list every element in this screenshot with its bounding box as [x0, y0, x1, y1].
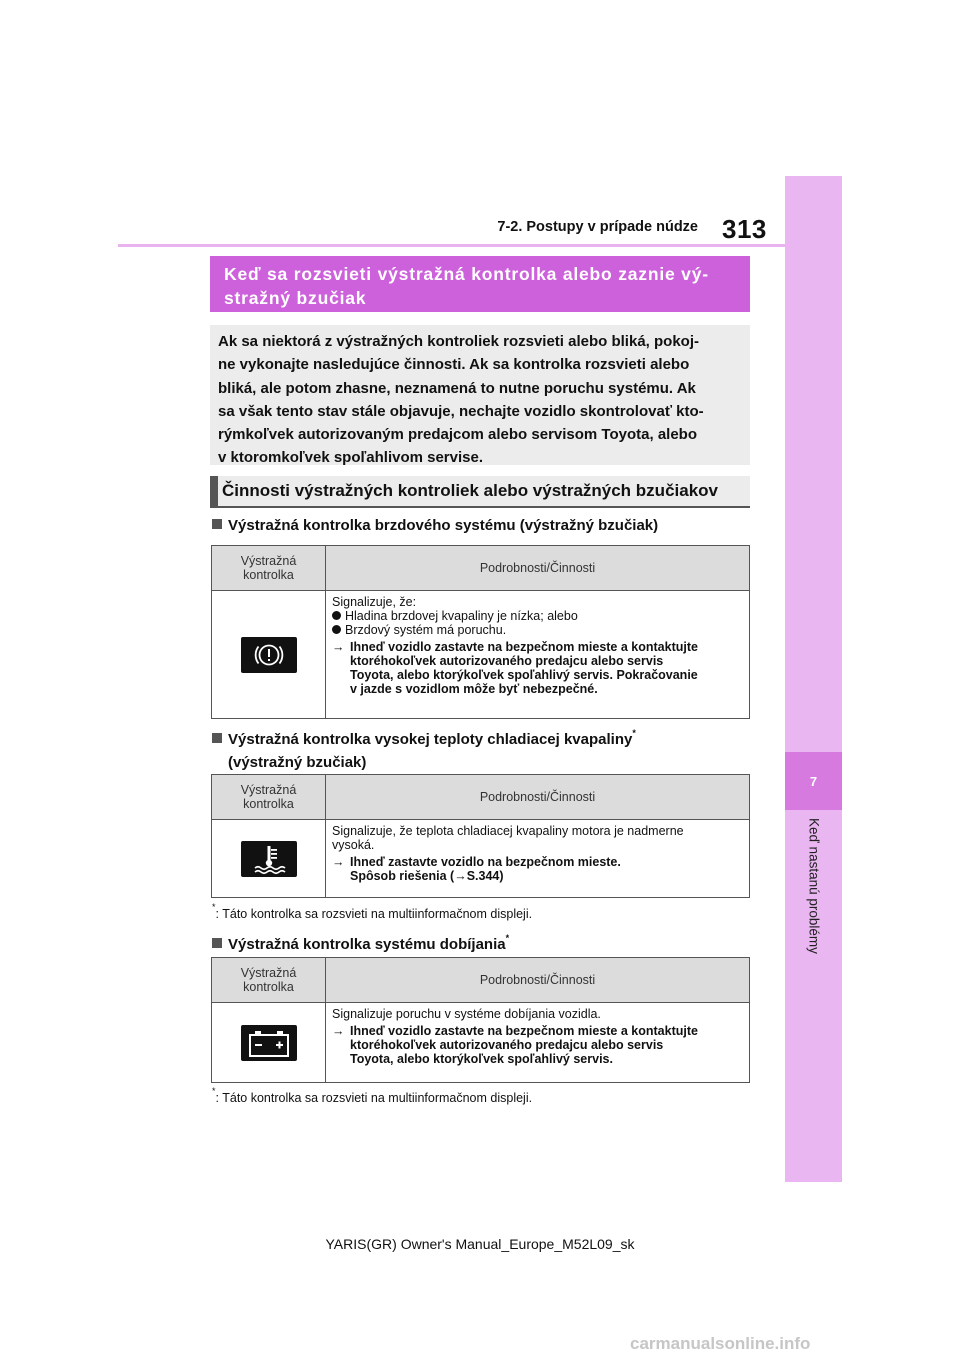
- icon-cell: [212, 820, 326, 898]
- action-text: [332, 1024, 743, 1066]
- header-label: kontrolka: [243, 797, 294, 811]
- table-row: [212, 820, 750, 898]
- header-col-light: [212, 958, 326, 1003]
- heading-text: Výstražná kontrolka vysokej teploty chladiacej kvapaliny: [228, 731, 633, 748]
- details-cell: [326, 820, 750, 898]
- section-heading-charging: [212, 928, 509, 955]
- intro-line: sa však tento stav stále objavuje, nechajte vozidlo skontrolovať kto-: [218, 402, 704, 420]
- arrow-icon: →: [332, 855, 345, 869]
- banner-line-2: stražný bzučiak: [224, 288, 367, 308]
- section-heading-brake: [212, 516, 658, 536]
- intro-line: v ktoromkoľvek spoľahlivom servise.: [218, 449, 484, 467]
- signal-text: Signalizuje, že teplota chladiacej kvapaliny motora je nadmerne vysoká.: [332, 824, 684, 852]
- action-line: Ihneď vozidlo zastavte na bezpečnom mieste a kontaktujte: [350, 1024, 698, 1038]
- page-reference-link[interactable]: S.344): [466, 869, 504, 883]
- warning-table-coolant: [211, 774, 750, 898]
- banner-line-1: Keď sa rozsvieti výstražná kontrolka alebo zaznie vý-: [224, 264, 709, 284]
- header-col-details: Podrobnosti/Činnosti: [326, 775, 750, 820]
- header-label: Výstražná: [240, 554, 297, 568]
- action-text: [332, 855, 743, 883]
- details-cell: [326, 591, 750, 719]
- battery-charge-icon: [241, 1025, 297, 1061]
- chapter-title-text: Keď nastanú problémy: [806, 818, 821, 954]
- footnote-marker: *: [632, 728, 636, 738]
- square-bullet-icon: [212, 938, 222, 948]
- action-line: Spôsob riešenia (: [350, 869, 455, 883]
- warning-table-brake: [211, 545, 750, 719]
- square-bullet-icon: [212, 733, 222, 743]
- coolant-temperature-glyph: [241, 841, 297, 877]
- page-number: 313: [722, 214, 767, 244]
- brake-warning-glyph: [241, 637, 297, 673]
- header-divider: [118, 244, 785, 247]
- square-bullet-icon: [212, 519, 222, 529]
- intro-line: rýmkoľvek autorizovaným predajcom alebo servisom Toyota, alebo: [218, 426, 697, 444]
- intro-line: Ak sa niektorá z výstražných kontroliek rozsvieti alebo bliká, pokoj-: [218, 333, 699, 350]
- header-label: kontrolka: [243, 568, 294, 582]
- table-header-row: [212, 775, 750, 820]
- arrow-icon: →: [332, 1024, 345, 1038]
- header-col-light: [212, 546, 326, 591]
- section-banner: [210, 256, 750, 312]
- action-line: v jazde s vozidlom môže byť nebezpečné.: [350, 682, 598, 696]
- warning-table-charging: [211, 957, 750, 1083]
- footnote-marker: *: [212, 902, 216, 912]
- footnote-marker: *: [505, 933, 510, 943]
- signal-text: Signalizuje, že:: [332, 595, 417, 609]
- arrow-icon: →: [332, 640, 345, 654]
- details-cell: [326, 1003, 750, 1083]
- heading-text: (výstražný bzučiak): [228, 754, 367, 771]
- header-label: Výstražná: [240, 966, 297, 980]
- subheading: Činnosti výstražných kontroliek alebo výstražných bzučiakov: [210, 476, 750, 508]
- heading-text: Výstražná kontrolka systému dobíjania: [228, 936, 506, 953]
- footnote-marker: *: [212, 1086, 216, 1096]
- table-header-row: [212, 546, 750, 591]
- bullet-icon: [332, 611, 341, 620]
- bullet-text: Hladina brzdovej kvapaliny je nízka; alebo: [345, 609, 578, 623]
- header-label: kontrolka: [243, 980, 294, 994]
- battery-glyph: [241, 1025, 297, 1061]
- section-reference: 7-2. Postupy v prípade núdze: [497, 219, 698, 235]
- action-line: Ihneď zastavte vozidlo na bezpečnom mieste.: [350, 855, 621, 869]
- action-line: ktoréhokoľvek autorizovaného predajcu alebo servis: [350, 1038, 664, 1052]
- footnote-text: : Táto kontrolka sa rozsvieti na multiinformačnom displeji.: [215, 907, 533, 921]
- table-row: [212, 1003, 750, 1083]
- list-item: [332, 609, 743, 623]
- coolant-temperature-icon: [241, 841, 297, 877]
- intro-box: [210, 325, 750, 465]
- signal-text: Signalizuje poruchu v systéme dobíjania vozidla.: [332, 1007, 601, 1021]
- action-line: Toyota, alebo ktorýkoľvek spoľahlivý servis. Pokračovanie: [350, 668, 698, 682]
- header-col-light: [212, 775, 326, 820]
- footnote: [212, 1086, 532, 1105]
- chapter-side-tab: [785, 176, 842, 1182]
- header-col-details: Podrobnosti/Činnosti: [326, 958, 750, 1003]
- footnote: [212, 902, 532, 921]
- section-heading-coolant: [212, 722, 636, 774]
- bullet-icon: [332, 625, 341, 634]
- brake-warning-icon: [241, 637, 297, 673]
- subheading-accent: [210, 476, 218, 508]
- site-watermark: carmanualsonline.info: [630, 1334, 811, 1353]
- header-label: Výstražná: [240, 783, 297, 797]
- chapter-title: [785, 810, 842, 1020]
- footnote-text: : Táto kontrolka sa rozsvieti na multiinformačnom displeji.: [215, 1091, 533, 1105]
- header-col-details: Podrobnosti/Činnosti: [326, 546, 750, 591]
- bullet-text: Brzdový systém má poruchu.: [345, 623, 507, 637]
- action-line: ktoréhokoľvek autorizovaného predajcu alebo servis: [350, 654, 664, 668]
- heading-text: Výstražná kontrolka brzdového systému (výstražný bzučiak): [228, 517, 659, 534]
- list-item: [332, 623, 743, 637]
- intro-line: ne vykonajte nasledujúce činnosti. Ak sa kontrolka rozsvieti alebo: [218, 356, 690, 374]
- table-header-row: [212, 958, 750, 1003]
- action-line: Toyota, alebo ktorýkoľvek spoľahlivý servis.: [350, 1052, 613, 1066]
- action-line: Ihneď vozidlo zastavte na bezpečnom mieste a kontaktujte: [350, 640, 698, 654]
- intro-line: bliká, ale potom zhasne, neznamená to nutne poruchu systému. Ak: [218, 379, 696, 397]
- icon-cell: [212, 591, 326, 719]
- icon-cell: [212, 1003, 326, 1083]
- arrow-icon: →: [454, 869, 467, 883]
- manual-footer: YARIS(GR) Owner's Manual_Europe_M52L09_sk: [325, 1236, 635, 1252]
- action-text: [332, 640, 743, 696]
- chapter-number: 7: [785, 752, 842, 810]
- table-row: [212, 591, 750, 719]
